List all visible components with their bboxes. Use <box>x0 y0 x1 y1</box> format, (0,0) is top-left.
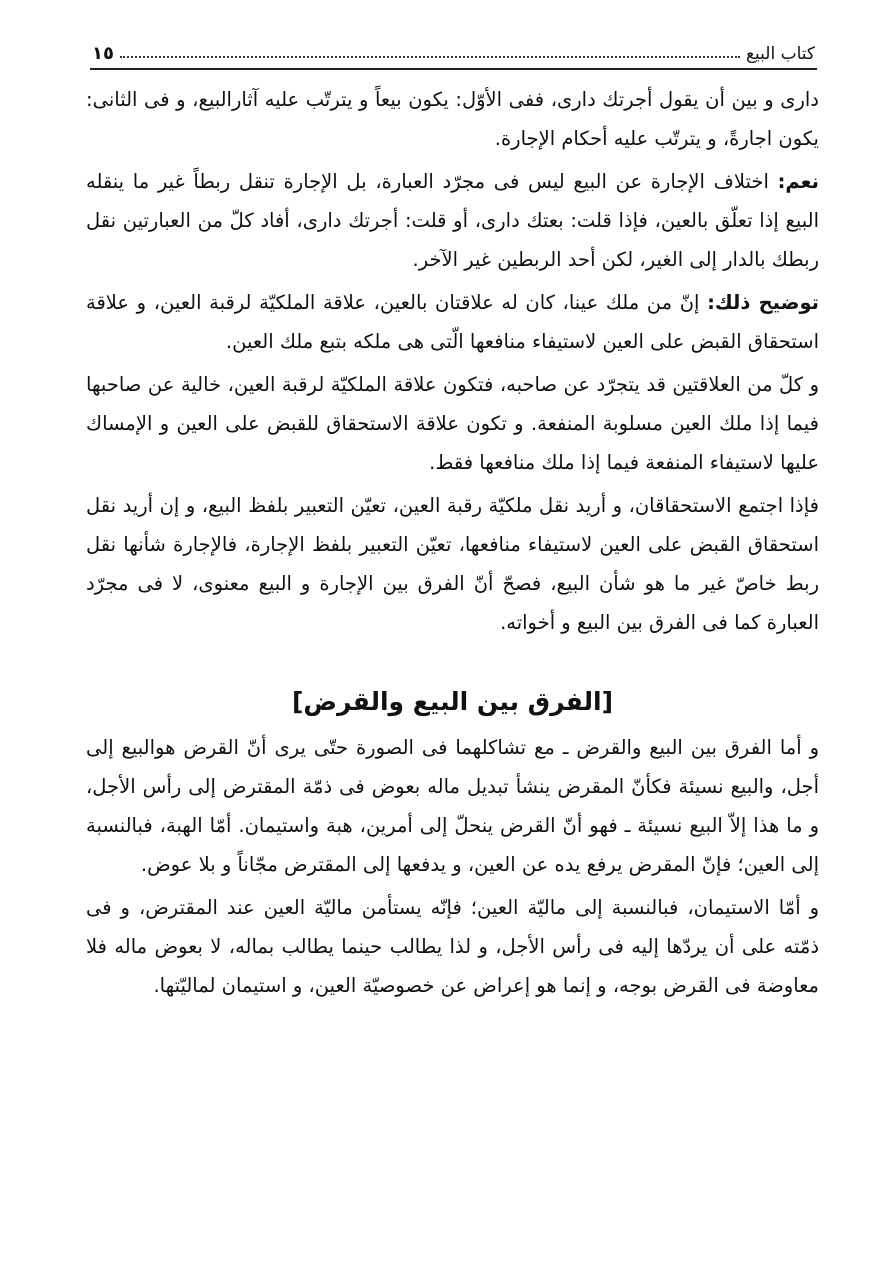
paragraph <box>86 888 819 1005</box>
section-heading: [الفرق بین البیع والقرض] <box>291 687 614 716</box>
paragraph <box>86 283 819 361</box>
paragraph <box>86 162 819 279</box>
paragraph-text: و أما الفرق بین البیع والقرض ـ مع تشاكلهما فی الصورة حتّی یری أنّ القرض هوالبیع إلی أجل، والبیع نسیئة فكأنّ المقرض ینشأ تبدیل ماله بعوض فی ذمّة المقترض إلی رأس الأجل، و ما هذا إلاّ البیع نسیئة ـ فهو أنّ القرض ینحلّ إلی أمرین، هبة واستیمان. أمّا الهبة، فبالنسبة إلی العین؛ فإنّ المقرض یرفع یده عن العین، و یدفعها إلی المقترض مجّاناً و بلا عوض. <box>86 736 819 876</box>
paragraph <box>86 486 819 642</box>
paragraph <box>86 80 819 158</box>
paragraph <box>86 365 819 482</box>
paragraph-text: داری و بین أن یقول أجرتك داری، ففی الأوّل: یكون بیعاً و یترتّب علیه آثارالبیع، و فی الثانی: یكون اجارةً، و یترتّب علیه أحكام الإجارة. <box>86 88 819 150</box>
paragraph-text: فإذا اجتمع الاستحقاقان، و أرید نقل ملكیّة رقبة العین، تعیّن التعبیر بلفظ البیع، و إن أرید نقل استحقاق القبض علی العین لاستیفاء منافعها، تعیّن التعبیر بلفظ الإجارة، فالإجارة شأنها نقل ربط خاصّ غیر ما هو شأن البیع، فصحّ أنّ الفرق بین الإجارة و البیع معنوی، لا فی مجرّد العبارة كما فی الفرق بین البیع و أخواته. <box>86 494 819 634</box>
paragraph-text: و أمّا الاستیمان، فبالنسبة إلی مالیّة العین؛ فإنّه یستأمن مالیّة العین عند المقترض، و فی ذمّته علی أن یردّها إلیه فی رأس الأجل، و لذا یطالب حینما یطالب بماله، لا بعوض ماله فلا معاوضة فی القرض بوجه، و إنما هو إعراض عن خصوصیّة العین، و استیمان لمالیّتها. <box>86 896 819 997</box>
paragraph-text: إنّ من ملك عینا، كان له علاقتان بالعین، علاقة الملكیّة لرقبة العین، و علاقة استحقاق القبض علی العین لاستیفاء منافعها الّتی هی ملكه بتبع ملك العین. <box>86 291 819 353</box>
page-body <box>86 80 819 1009</box>
paragraph-text: اختلاف الإجارة عن البیع لیس فی مجرّد العبارة، بل الإجارة تنقل ربطاً غیر ما ینقله البیع إذا تعلّق بالعین، فإذا قلت: بعتك داری، أو قلت: أجرتك داری، أفاد كلّ من العبارتین نقل ربطك بالدار إلی الغیر، لكن أحد الربطین غیر الآخر. <box>86 170 819 271</box>
paragraph-text: و كلّ من العلاقتین قد یتجرّد عن صاحبه، فتكون علاقة الملكیّة لرقبة العین، خالیة عن صاحبها فیما إذا ملك العین مسلوبة المنفعة. و تكون علاقة الاستحقاق للقبض علی العین و الإمساك علیها لاستیفاء المنفعة فیما إذا ملك منافعها فقط. <box>86 373 819 474</box>
paragraph <box>86 728 819 884</box>
leader-dots <box>120 55 740 58</box>
paragraph-lead: توضیح ذلك: <box>707 291 819 314</box>
paragraph-lead: نعم: <box>777 170 819 193</box>
page-number: ١٥ <box>92 43 114 64</box>
running-header <box>92 30 815 64</box>
header-rule <box>90 68 817 70</box>
running-header-book-title: كتاب البيع <box>745 44 815 64</box>
